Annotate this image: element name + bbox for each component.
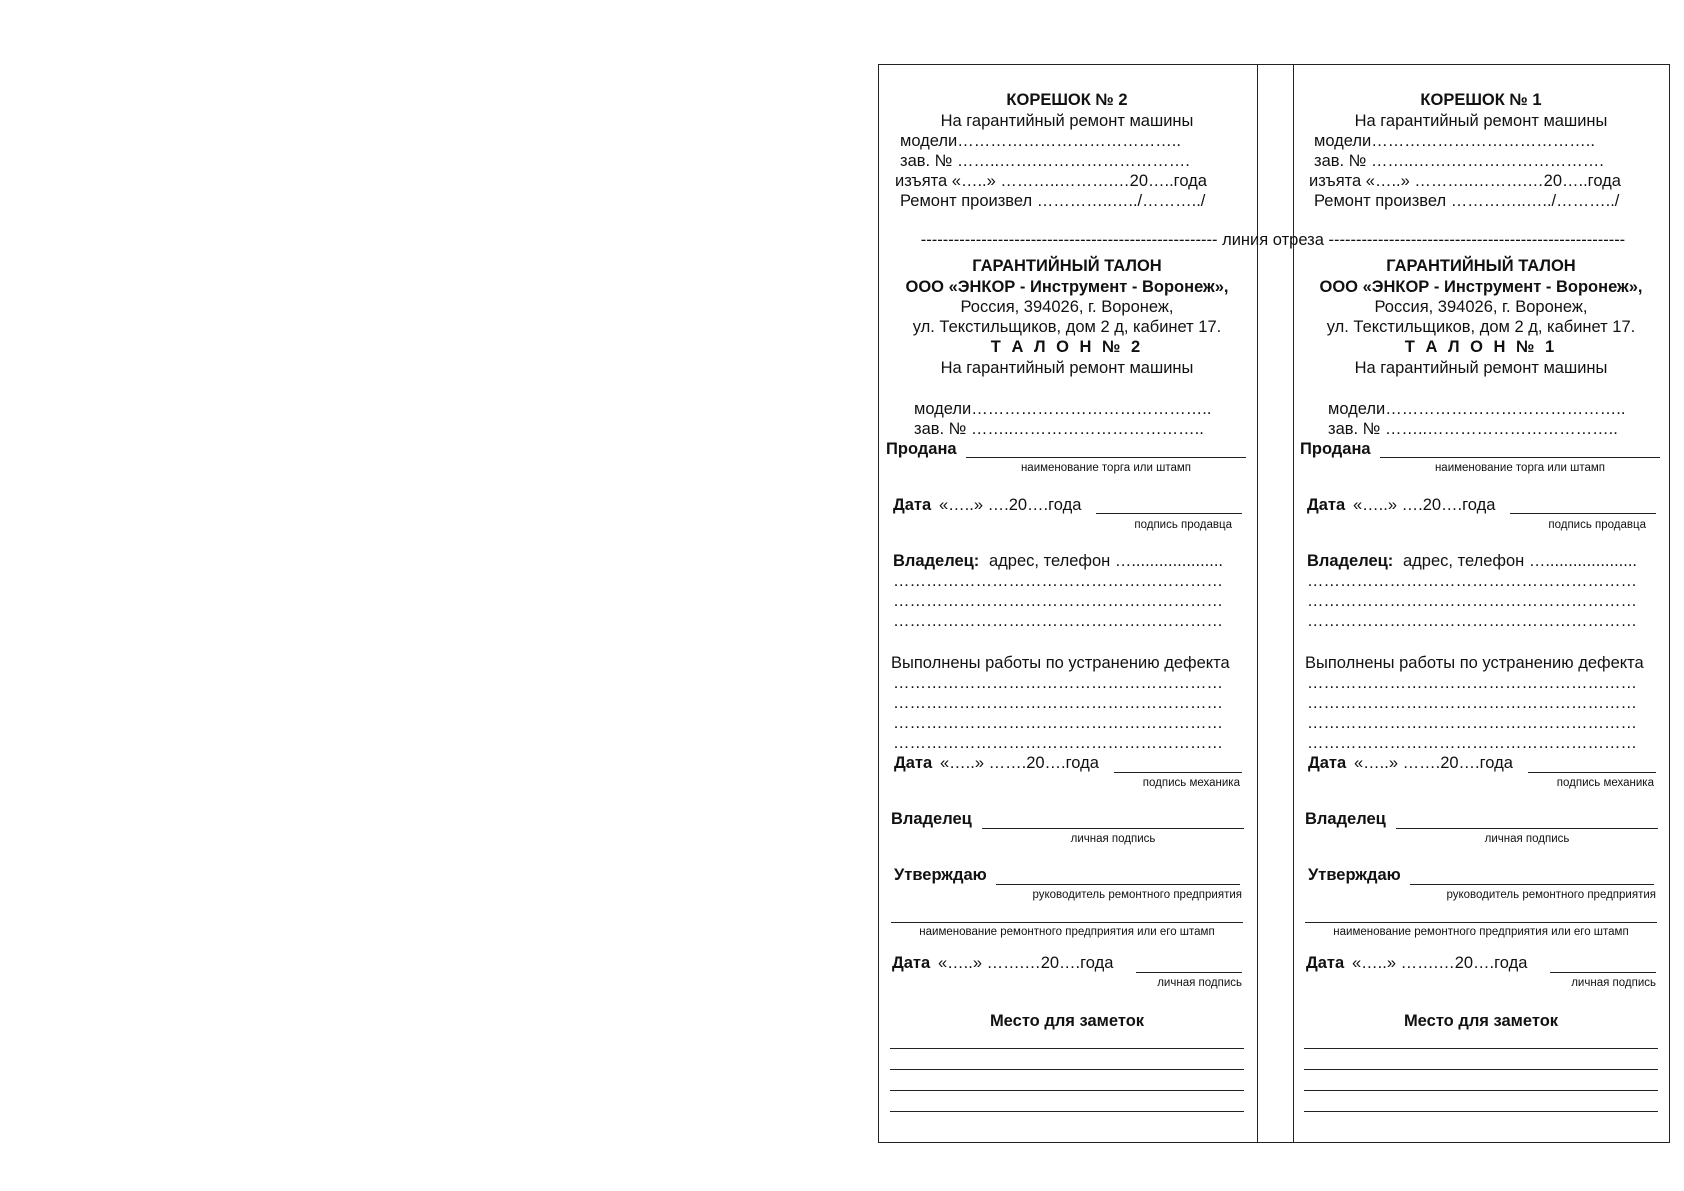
date3-label: Дата — [1306, 954, 1345, 972]
date3-sign-line — [1136, 972, 1242, 973]
approve-caption: руководитель ремонтного предприятия — [1032, 889, 1242, 901]
notes-line — [890, 1090, 1244, 1091]
enterprise-caption: наименование ремонтного предприятия или его штамп — [919, 926, 1215, 938]
coupon-address-2: ул. Текстильщиков, дом 2 д, кабинет 17. — [1326, 318, 1636, 336]
coupon-heading: ГАРАНТИЙНЫЙ ТАЛОН — [1386, 257, 1576, 275]
owner-sign-line — [1396, 828, 1658, 829]
personal-sig-caption-2: личная подпись — [1571, 977, 1656, 989]
works-label: Выполнены работы по устранению дефекта — [1305, 654, 1644, 672]
coupon-model: модели…………………………………….. — [914, 400, 1212, 418]
sold-caption: наименование торга или штамп — [1020, 462, 1192, 474]
enterprise-caption: наименование ремонтного предприятия или его штамп — [1333, 926, 1629, 938]
coupon-serial: зав. № ……..…………………………….. — [914, 420, 1204, 438]
date2-text: «…..» …….20….года — [1354, 754, 1513, 772]
owner-sign-line — [982, 828, 1244, 829]
mechanic-sign-line — [1528, 772, 1656, 773]
column-divider-right — [1293, 65, 1294, 1142]
owner-dots-line: …………………………………………………… — [893, 572, 1223, 590]
stub-model: модели………………………………….. — [1314, 132, 1595, 150]
date1-text: «…..» ….20….года — [939, 496, 1082, 514]
works-dots-line: …………………………………………………… — [1307, 714, 1637, 732]
date2-label: Дата — [1308, 754, 1347, 772]
mechanic-caption: подпись механика — [1556, 777, 1654, 789]
cut-line: ------------------------------------------------------ линия отреза ------------------------------------------------------ — [920, 231, 1626, 249]
date2-label: Дата — [894, 754, 933, 772]
stub-subtitle: На гарантийный ремонт машины — [940, 112, 1194, 130]
approve-sign-line — [996, 884, 1240, 885]
personal-sig-caption: личная подпись — [1070, 833, 1156, 845]
date1-label: Дата — [1307, 496, 1346, 514]
coupon-serial: зав. № ……..…………………………….. — [1328, 420, 1618, 438]
owner-text: адрес, телефон ….................... — [989, 552, 1224, 570]
works-dots-line: …………………………………………………… — [1307, 674, 1637, 692]
works-label: Выполнены работы по устранению дефекта — [891, 654, 1230, 672]
notes-title: Место для заметок — [989, 1012, 1145, 1030]
works-dots-line: …………………………………………………… — [893, 734, 1223, 752]
coupon-subtitle: На гарантийный ремонт машины — [1354, 359, 1608, 377]
enterprise-line — [1305, 922, 1657, 923]
date3-text: «…..» …….…20….года — [938, 954, 1114, 972]
owner-label: Владелец: — [893, 552, 980, 570]
notes-line — [1304, 1048, 1658, 1049]
notes-line — [890, 1048, 1244, 1049]
coupon-model: модели…………………………………….. — [1328, 400, 1626, 418]
seller-sign-line — [1096, 513, 1242, 514]
stub-withdrawn: изъята «…..» ………..……….…20…..года — [1309, 172, 1621, 190]
works-dots-line: …………………………………………………… — [1307, 694, 1637, 712]
works-dots-line: …………………………………………………… — [893, 694, 1223, 712]
coupon-company: ООО «ЭНКОР - Инструмент - Воронеж», — [905, 278, 1229, 296]
stub-serial: зав. № ……..…….………………………. — [900, 152, 1190, 170]
approve-label: Утверждаю — [1308, 866, 1401, 884]
column-divider-left — [1257, 65, 1258, 1142]
works-dots-line: …………………………………………………… — [893, 674, 1223, 692]
owner-dots-line: …………………………………………………… — [893, 592, 1223, 610]
works-dots-line: …………………………………………………… — [1307, 734, 1637, 752]
notes-line — [1304, 1069, 1658, 1070]
date3-label: Дата — [892, 954, 931, 972]
approve-sign-line — [1410, 884, 1654, 885]
coupon-address-1: Россия, 394026, г. Воронеж, — [960, 298, 1174, 316]
date3-sign-line — [1550, 972, 1656, 973]
owner-dots-line: …………………………………………………… — [893, 612, 1223, 630]
stub-title: КОРЕШОК № 2 — [1006, 91, 1128, 109]
notes-line — [1304, 1090, 1658, 1091]
notes-title: Место для заметок — [1403, 1012, 1559, 1030]
enterprise-line — [891, 922, 1243, 923]
sold-line — [966, 457, 1246, 458]
date1-text: «…..» ….20….года — [1353, 496, 1496, 514]
coupon-company: ООО «ЭНКОР - Инструмент - Воронеж», — [1319, 278, 1643, 296]
coupon-subtitle: На гарантийный ремонт машины — [940, 359, 1194, 377]
coupon-address-2: ул. Текстильщиков, дом 2 д, кабинет 17. — [912, 318, 1222, 336]
seller-caption: подпись продавца — [1134, 519, 1232, 531]
works-dots-line: …………………………………………………… — [893, 714, 1223, 732]
stub-model: модели………………………………….. — [900, 132, 1181, 150]
owner-dots-line: …………………………………………………… — [1307, 612, 1637, 630]
owner2-label: Владелец — [891, 810, 972, 828]
stub-repair: Ремонт произвел …………..…../………../ — [1314, 192, 1620, 210]
stub-subtitle: На гарантийный ремонт машины — [1354, 112, 1608, 130]
notes-line — [890, 1069, 1244, 1070]
seller-caption: подпись продавца — [1548, 519, 1646, 531]
coupon-address-1: Россия, 394026, г. Воронеж, — [1374, 298, 1588, 316]
mechanic-caption: подпись механика — [1142, 777, 1240, 789]
owner-dots-line: …………………………………………………… — [1307, 572, 1637, 590]
owner-text: адрес, телефон ….................... — [1403, 552, 1638, 570]
date1-label: Дата — [893, 496, 932, 514]
sold-line — [1380, 457, 1660, 458]
personal-sig-caption: личная подпись — [1484, 833, 1570, 845]
stub-title: КОРЕШОК № 1 — [1420, 91, 1542, 109]
personal-sig-caption-2: личная подпись — [1157, 977, 1242, 989]
coupon-talon-number: Т А Л О Н № 2 — [990, 338, 1144, 356]
stub-withdrawn: изъята «…..» ………..……….…20…..года — [895, 172, 1207, 190]
owner2-label: Владелец — [1305, 810, 1386, 828]
sold-label: Продана — [886, 440, 957, 458]
coupon-heading: ГАРАНТИЙНЫЙ ТАЛОН — [972, 257, 1162, 275]
coupon-talon-number: Т А Л О Н № 1 — [1404, 338, 1558, 356]
date2-text: «…..» …….20….года — [940, 754, 1099, 772]
owner-label: Владелец: — [1307, 552, 1394, 570]
seller-sign-line — [1510, 513, 1656, 514]
sold-caption: наименование торга или штамп — [1434, 462, 1606, 474]
date3-text: «…..» …….…20….года — [1352, 954, 1528, 972]
approve-caption: руководитель ремонтного предприятия — [1446, 889, 1656, 901]
stub-repair: Ремонт произвел …………..…../………../ — [900, 192, 1206, 210]
mechanic-sign-line — [1114, 772, 1242, 773]
owner-dots-line: …………………………………………………… — [1307, 592, 1637, 610]
stub-serial: зав. № ……..…….………………………. — [1314, 152, 1604, 170]
approve-label: Утверждаю — [894, 866, 987, 884]
notes-line — [890, 1111, 1244, 1112]
notes-line — [1304, 1111, 1658, 1112]
sold-label: Продана — [1300, 440, 1371, 458]
